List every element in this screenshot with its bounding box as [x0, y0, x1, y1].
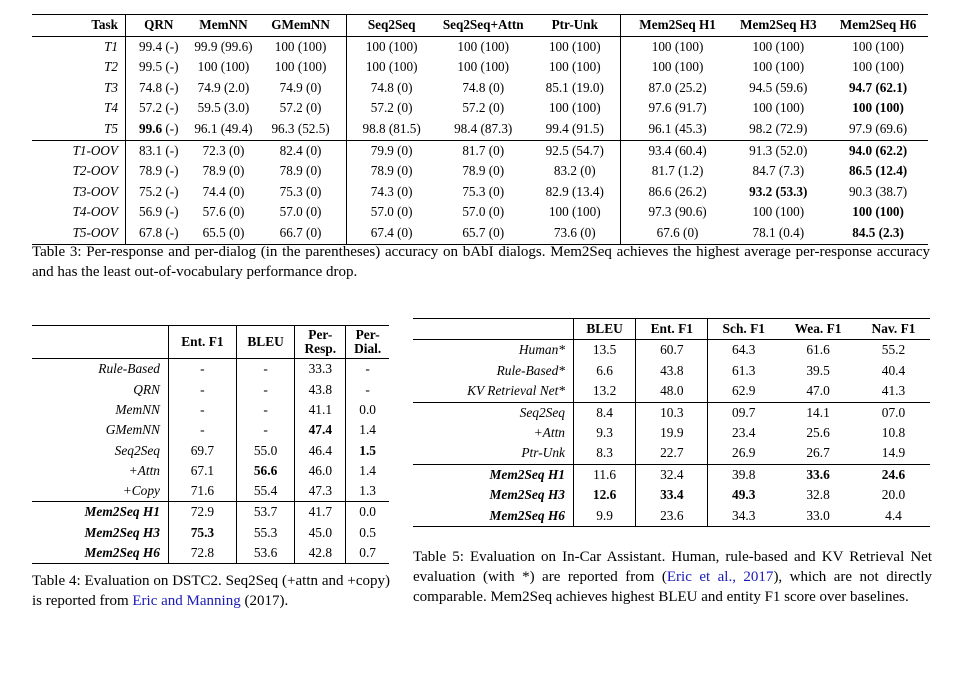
table3-cell: 57.2 (0) [462, 100, 505, 116]
table5-cell: 41.3 [881, 383, 906, 399]
table5-cell: 4.4 [885, 507, 902, 523]
table4-row-label: GMemNN [105, 422, 160, 438]
table5-cell: 47.0 [806, 383, 830, 399]
table3-cell: 66.7 (0) [279, 224, 322, 240]
table3-col-mem2seq-h3: Mem2Seq H3 [740, 17, 817, 32]
table3-cell: 100 (100) [752, 100, 805, 116]
table3-cell: 74.8 (0) [346, 78, 430, 99]
table5-cell: 6.6 [574, 361, 636, 381]
table4-row [32, 400, 389, 420]
table4-row-label: +Attn [128, 462, 160, 478]
table4-row-label: Rule-Based [98, 361, 160, 377]
table3-cell: 78.9 (0) [462, 163, 505, 179]
table5-cell: 25.6 [806, 425, 830, 441]
table5-cell: 32.8 [806, 487, 830, 503]
table4-cell: 56.6 [236, 461, 295, 481]
table3-col-qrn: QRN [126, 15, 186, 37]
table4-body [32, 359, 389, 564]
table4-row [32, 481, 389, 502]
table4-cell: - [236, 420, 295, 440]
table3-cell: 100 (100) [346, 57, 430, 78]
table4-cell: 72.9 [169, 502, 237, 523]
table5-row [413, 485, 930, 505]
table5-cell: 40.4 [881, 362, 906, 378]
table3-body [32, 36, 928, 244]
table5-row [413, 443, 930, 464]
table4-row [32, 502, 389, 523]
table3-cell: 100 (100) [548, 100, 601, 116]
table3-row [32, 161, 928, 182]
table4-col-per-dial-line1: Per- [355, 327, 380, 342]
table5-cell: 32.4 [636, 464, 708, 485]
table5-row-label: Human* [518, 342, 565, 358]
table3-row [32, 98, 928, 119]
table5-cell: 60.7 [636, 340, 708, 361]
table4-col-per-resp [295, 326, 346, 359]
table5-row [413, 423, 930, 443]
table5-row-label: Seq2Seq [519, 404, 565, 420]
table5-cell: 9.3 [574, 423, 636, 443]
table3-row [32, 36, 928, 57]
table5 [413, 318, 930, 527]
table5-cell: 39.5 [806, 362, 830, 378]
table5-cell: 12.6 [574, 485, 636, 505]
table5-col-nav-f1: Nav. F1 [871, 321, 916, 336]
table3-col-mem2seq-h6: Mem2Seq H6 [839, 17, 917, 32]
table4-cell: 45.0 [295, 523, 346, 543]
table4-caption-citation-link[interactable]: Eric and Manning [132, 592, 241, 609]
table3-cell: 57.0 (0) [279, 204, 322, 220]
table5-cell: 8.3 [574, 443, 636, 464]
table5-row-label: Rule-Based* [496, 362, 565, 378]
table3-cell: 65.7 (0) [462, 224, 505, 240]
table3-cell: 100 (100) [346, 36, 430, 57]
table5-cell: 64.3 [708, 340, 779, 361]
table4-header-row [32, 326, 389, 359]
table3-row [32, 202, 928, 223]
table3-cell: 98.4 (87.3) [454, 120, 513, 136]
table5-cell: 9.9 [574, 506, 636, 527]
table3-cell: 57.2 (-) [126, 98, 186, 119]
table4-caption [32, 572, 390, 612]
table3-cell: 72.3 (0) [202, 142, 245, 158]
table4-row [32, 380, 389, 400]
table3-row-label: T4-OOV [72, 204, 118, 220]
table3-cell: 78.9 (0) [202, 163, 245, 179]
table3-cell: 59.5 (3.0) [197, 100, 250, 116]
table3-row [32, 140, 928, 161]
table5-cell: 10.8 [881, 425, 906, 441]
table4-row-label: Mem2Seq H1 [84, 504, 160, 520]
table4-header [32, 326, 389, 359]
table4-row-label: MemNN [115, 402, 160, 417]
table4-cell: 67.1 [169, 461, 237, 481]
table3-row-label: T2 [104, 59, 118, 75]
table3-container [32, 14, 928, 245]
table4-cell: - [169, 359, 237, 380]
table5-cell: 10.3 [636, 402, 708, 423]
table4-caption-text-after: (2017). [240, 592, 289, 609]
table4-cell: - [169, 380, 237, 400]
table3-cell: 81.7 (1.2) [620, 161, 728, 182]
table3-cell: 100 (100) [548, 204, 601, 220]
table5-row-label: Mem2Seq H6 [489, 507, 565, 523]
table4-col-per-resp-line1: Per- [308, 327, 333, 342]
table4-row-label: +Copy [122, 483, 160, 499]
table3-col-seq2seq-attn: Seq2Seq+Attn [442, 17, 524, 32]
table4-col-per-dial [346, 326, 389, 359]
table3-row-label: T3 [104, 79, 118, 95]
table3-cell: 91.3 (52.0) [749, 142, 808, 158]
table5-row [413, 506, 930, 527]
table3-cell: 100 (100) [457, 38, 510, 54]
table5-caption-text-after: ), which are not directly comparable. Mem2Seq achieves highest BLEU and entity F1 score over baselines. [413, 568, 933, 605]
table3-cell: 100 (100) [752, 38, 805, 54]
table3-row-label: T4 [104, 100, 118, 116]
table4-row-label: QRN [133, 381, 160, 397]
table5-cell: 33.6 [806, 466, 830, 482]
table3-cell: 96.1 (45.3) [620, 119, 728, 140]
table5-row-label: Ptr-Unk [521, 445, 565, 461]
table4-cell: 55.0 [236, 441, 295, 461]
table3-cell: 74.8 (0) [462, 79, 505, 95]
table5-cell: 09.7 [708, 402, 779, 423]
table3-col-mem2seq-h1: Mem2Seq H1 [620, 15, 728, 37]
table4-cell: 46.4 [295, 441, 346, 461]
table3-cell: 100 (100) [852, 100, 904, 116]
table4 [32, 325, 389, 564]
table5-row-label: KV Retrieval Net* [467, 383, 565, 399]
table4-cell: 1.5 [346, 441, 389, 461]
table5-row-label: +Attn [533, 425, 565, 441]
table5-caption-citation-link[interactable]: Eric et al., 2017 [666, 568, 774, 585]
table4-cell: 47.4 [295, 420, 346, 440]
table3-cell: 74.4 (0) [202, 183, 245, 199]
table4-cell: 71.6 [169, 481, 237, 502]
table3-cell: 83.2 (0) [553, 163, 596, 179]
table3-cell: 100 (100) [620, 57, 728, 78]
table3-cell: 85.1 (19.0) [545, 79, 604, 95]
table4-cell: 33.3 [295, 359, 346, 380]
table3-cell: 67.6 (0) [620, 223, 728, 244]
table3-cell: 67.8 (-) [126, 223, 186, 244]
table5-caption-text-before: Table 5: Evaluation on In-Car Assistant. Human, rule-based and KV Retrieval Net evaluation (with *) are reported from ( [413, 549, 932, 585]
table5-row [413, 464, 930, 485]
table5-cell: 13.2 [574, 381, 636, 402]
table5-cell: 23.6 [636, 506, 708, 527]
table3-cell: 81.7 (0) [462, 142, 505, 158]
table4-cell: 53.6 [236, 543, 295, 564]
table5-cell: 33.4 [636, 485, 708, 505]
table5-cell: 14.1 [806, 404, 830, 420]
table4-row [32, 441, 389, 461]
table4-col-per-resp-line2: Resp. [304, 341, 337, 357]
table3-cell: 94.5 (59.6) [749, 79, 808, 95]
table3-cell: 99.6 (-) [126, 119, 186, 140]
table3-col-ptr-unk: Ptr-Unk [551, 17, 598, 32]
table5-cell: 26.7 [806, 445, 830, 461]
table5-cell: 55.2 [881, 342, 906, 358]
table5-cell: 20.0 [881, 487, 906, 503]
table3-cell: 97.3 (90.6) [620, 202, 728, 223]
table4-cell: 55.4 [236, 481, 295, 502]
table3-caption-text: Table 3: Per-response and per-dialog (in the parentheses) accuracy on bAbI dialogs. Mem2Seq achieves the highest average per-response accuracy and has the least out-of-vocabulary performance drop. [32, 244, 930, 280]
table4-cell: 55.3 [236, 523, 295, 543]
table3-cell: 57.2 (0) [346, 98, 430, 119]
table3-cell: 78.9 (0) [346, 161, 430, 182]
table3-cell: 97.9 (69.6) [848, 120, 908, 136]
table5-row [413, 381, 930, 402]
table5-container [413, 318, 930, 527]
table4-row [32, 523, 389, 543]
table3-header [32, 15, 928, 37]
table3-row [32, 57, 928, 78]
table3-cell: 94.0 (62.2) [848, 142, 908, 158]
table3-cell: 74.9 (2.0) [197, 79, 250, 95]
table4-cell: 1.4 [346, 461, 389, 481]
table5-cell: 48.0 [636, 381, 708, 402]
table4-cell: 42.8 [295, 543, 346, 564]
table4-cell: 1.4 [346, 420, 389, 440]
table3-cell: 78.1 (0.4) [752, 224, 805, 240]
table3-col-task: Task [91, 17, 118, 32]
table3-cell: 82.4 (0) [279, 142, 322, 158]
table3-cell: 78.9 (0) [279, 163, 322, 179]
table3-cell: 56.9 (-) [126, 202, 186, 223]
table5-cell: 33.0 [806, 507, 830, 523]
table5-caption [413, 548, 932, 607]
table4-col-per-dial-line2: Dial. [354, 341, 382, 357]
table4-row [32, 543, 389, 564]
table3-cell: 79.9 (0) [346, 140, 430, 161]
table4-cell: - [346, 380, 389, 400]
table3-row-label: T1 [104, 38, 118, 54]
table3-cell: 83.1 (-) [126, 140, 186, 161]
table3-cell: 100 (100) [852, 38, 904, 54]
table3-cell: 99.4 (-) [126, 36, 186, 57]
table3-row [32, 182, 928, 203]
table4-cell: 0.7 [346, 543, 389, 564]
table5-header-row [413, 319, 930, 340]
table3-cell: 96.1 (49.4) [194, 120, 253, 136]
table4-cell: 1.3 [346, 481, 389, 502]
table3-cell: 100 (100) [752, 59, 805, 75]
table4-cell: 0.0 [346, 502, 389, 523]
table3-cell: 99.9 (99.6) [194, 38, 253, 54]
table4-col-ent-f1: Ent. F1 [169, 326, 237, 359]
table4-cell: 69.7 [169, 441, 237, 461]
table5-cell: 07.0 [881, 404, 906, 420]
table3-row [32, 223, 928, 244]
table4-cell: 41.7 [295, 502, 346, 523]
table4-cell: 47.3 [295, 481, 346, 502]
table4-cell: 46.0 [295, 461, 346, 481]
table4-cell: 72.8 [169, 543, 237, 564]
table3-cell: 96.3 (52.5) [271, 120, 330, 136]
table3-cell: 100 (100) [548, 59, 601, 75]
table3-col-gmemnn: GMemNN [271, 17, 330, 32]
table5-cell: 26.9 [708, 443, 779, 464]
table3-cell: 78.9 (-) [126, 161, 186, 182]
table3-cell: 93.4 (60.4) [620, 140, 728, 161]
table3-cell: 82.9 (13.4) [545, 183, 604, 199]
table3-cell: 57.0 (0) [462, 204, 505, 220]
table5-col-wea-f1: Wea. F1 [794, 321, 842, 336]
table3-cell: 57.6 (0) [202, 204, 245, 220]
table3-cell: 100 (100) [752, 204, 805, 220]
table4-caption-text-before: Table 4: Evaluation on DSTC2. Seq2Seq (+attn and +copy) is reported from [32, 573, 390, 609]
table3-cell: 93.2 (53.3) [749, 183, 808, 199]
table3-cell: 87.0 (25.2) [620, 78, 728, 99]
table3-cell: 99.5 (-) [126, 57, 186, 78]
table5-cell: 43.8 [636, 361, 708, 381]
table3-cell: 94.7 (62.1) [848, 79, 908, 95]
table5-cell: 23.4 [708, 423, 779, 443]
table3-row-label: T1-OOV [72, 142, 118, 158]
table3-cell: 57.0 (0) [346, 202, 430, 223]
table4-row [32, 420, 389, 440]
table3-cell: 74.9 (0) [279, 79, 322, 95]
table3-row [32, 119, 928, 140]
table3-row-label: T5-OOV [72, 224, 118, 240]
table3-cell: 84.5 (2.3) [852, 224, 904, 240]
table3-cell: 74.8 (-) [126, 78, 186, 99]
table5-cell: 62.9 [708, 381, 779, 402]
table3-col-seq2seq: Seq2Seq [346, 15, 430, 37]
table4-cell: 53.7 [236, 502, 295, 523]
table3-cell: 73.6 (0) [553, 224, 596, 240]
table3-cell: 100 (100) [274, 38, 327, 54]
table5-col-sch-f1: Sch. F1 [708, 319, 779, 340]
table4-row [32, 359, 389, 380]
table3-cell: 65.5 (0) [202, 224, 245, 240]
table3-cell: 74.3 (0) [346, 182, 430, 203]
table4-cell: 75.3 [169, 523, 237, 543]
table4-cell: 43.8 [295, 380, 346, 400]
table3-cell: 100 (100) [457, 59, 510, 75]
table3-cell: 97.6 (91.7) [620, 98, 728, 119]
table4-cell: 41.1 [295, 400, 346, 420]
table3-cell: 84.7 (7.3) [752, 163, 805, 179]
table5-row [413, 402, 930, 423]
table3-cell: 86.5 (12.4) [848, 163, 908, 179]
table5-cell: 22.7 [636, 443, 708, 464]
table5-cell: 8.4 [574, 402, 636, 423]
table5-col-blank [413, 319, 574, 340]
table4-row-label: Mem2Seq H6 [84, 545, 160, 561]
table5-cell: 34.3 [708, 506, 779, 527]
table4-cell: - [169, 400, 237, 420]
table4-cell: - [236, 400, 295, 420]
table4-cell: - [346, 359, 389, 380]
table3-cell: 98.8 (81.5) [346, 119, 430, 140]
table3-cell: 99.4 (91.5) [545, 120, 604, 136]
table3 [32, 14, 928, 245]
table5-cell: 19.9 [636, 423, 708, 443]
table4-cell: - [236, 359, 295, 380]
table3-caption [32, 243, 930, 283]
table5-row-label: Mem2Seq H1 [489, 466, 565, 482]
table3-row [32, 78, 928, 99]
table4-cell: - [169, 420, 237, 440]
table3-cell: 75.3 (0) [462, 183, 505, 199]
table4-row [32, 461, 389, 481]
table5-col-ent-f1: Ent. F1 [636, 319, 708, 340]
table5-cell: 39.8 [708, 464, 779, 485]
table5-row [413, 340, 930, 361]
table3-cell: 100 (100) [620, 36, 728, 57]
table4-row-label: Seq2Seq [114, 442, 160, 458]
table3-row-label: T3-OOV [72, 183, 118, 199]
table4-cell: - [236, 380, 295, 400]
table3-cell: 67.4 (0) [346, 223, 430, 244]
table3-cell: 100 (100) [852, 204, 904, 220]
table4-container [32, 325, 389, 564]
table4-cell: 0.5 [346, 523, 389, 543]
table3-cell: 90.3 (38.7) [848, 183, 908, 199]
table5-cell: 61.6 [806, 342, 830, 358]
table5-cell: 24.6 [881, 466, 906, 482]
table4-row-label: Mem2Seq H3 [84, 524, 160, 540]
table3-cell: 100 (100) [197, 59, 250, 75]
table3-cell: 100 (100) [274, 59, 327, 75]
table3-cell: 98.2 (72.9) [749, 120, 808, 136]
table5-cell: 14.9 [881, 445, 906, 461]
table5-cell: 11.6 [574, 464, 636, 485]
table3-header-row [32, 15, 928, 37]
table5-header [413, 319, 930, 340]
table5-cell: 13.5 [574, 340, 636, 361]
table3-row-label: T2-OOV [72, 163, 118, 179]
table3-cell: 100 (100) [852, 59, 904, 75]
table3-col-memnn: MemNN [199, 17, 248, 32]
table3-cell: 92.5 (54.7) [545, 142, 604, 158]
table3-cell: 100 (100) [548, 38, 601, 54]
table4-col-bleu: BLEU [236, 326, 295, 359]
table5-cell: 61.3 [708, 361, 779, 381]
table3-cell: 86.6 (26.2) [620, 182, 728, 203]
table3-cell: 75.2 (-) [126, 182, 186, 203]
table4-cell: 0.0 [346, 400, 389, 420]
table5-col-bleu: BLEU [574, 319, 636, 340]
table5-row-label: Mem2Seq H3 [489, 487, 565, 503]
table4-col-blank [32, 326, 169, 359]
table3-cell: 75.3 (0) [279, 183, 322, 199]
table5-body [413, 340, 930, 527]
table5-cell: 49.3 [708, 485, 779, 505]
table5-row [413, 361, 930, 381]
table3-cell: 57.2 (0) [279, 100, 322, 116]
table3-row-label: T5 [104, 120, 118, 136]
